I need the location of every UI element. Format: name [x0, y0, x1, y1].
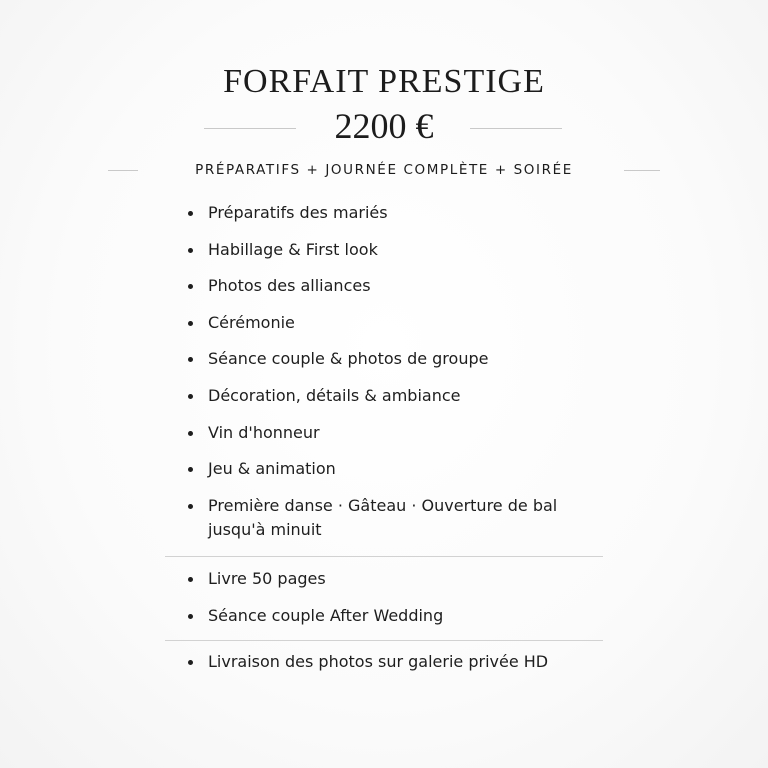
list-item [186, 238, 557, 262]
list-item-label: Cérémonie [208, 312, 295, 332]
list-item-label: Séance couple & photos de groupe [208, 349, 489, 369]
list-item-label: Livre 50 pages [208, 569, 326, 588]
package-price: 2200 € [334, 106, 434, 146]
list-item [186, 604, 443, 628]
list-item-label: Vin d'honneur [208, 422, 320, 442]
list-item [186, 421, 557, 445]
bullet-icon [188, 467, 193, 472]
services-list [186, 201, 557, 554]
bullet-icon [188, 248, 193, 253]
list-item [186, 650, 548, 674]
bullet-icon [188, 504, 193, 509]
list-item-label: Jeu & animation [208, 459, 336, 479]
list-item-label: Habillage & First look [208, 239, 378, 259]
bullet-icon [188, 357, 193, 362]
section-divider [165, 556, 603, 557]
price-row [0, 104, 768, 148]
list-item-label: Première danse · Gâteau · Ouverture de bal [208, 495, 558, 515]
list-item [186, 274, 557, 298]
bullet-icon [188, 394, 193, 399]
list-item-label: Photos des alliances [208, 276, 371, 296]
section-divider [165, 640, 603, 641]
list-item [186, 311, 557, 335]
list-item [186, 494, 557, 542]
bullet-icon [188, 431, 193, 436]
list-item [186, 201, 557, 225]
bullet-icon [188, 577, 193, 582]
list-item-label: Livraison des photos sur galerie privée HD [208, 652, 549, 671]
package-title: FORFAIT PRESTIGE [223, 63, 545, 100]
extras-list [186, 567, 443, 640]
list-item-label-continued: jusqu'à minuit [208, 519, 322, 539]
bullet-icon [188, 614, 193, 619]
list-item-label: Séance couple After Wedding [208, 605, 444, 625]
bullet-icon [188, 284, 193, 289]
bullet-icon [188, 660, 193, 665]
list-item-label: Décoration, détails & ambiance [208, 385, 461, 405]
list-item [186, 384, 557, 408]
bullet-icon [188, 321, 193, 326]
delivery-list [186, 650, 548, 674]
list-item [186, 567, 443, 591]
bullet-icon [188, 211, 193, 216]
list-item-label: Préparatifs des mariés [208, 203, 388, 222]
price-right-rule [470, 128, 562, 129]
list-item [186, 457, 557, 481]
list-item [186, 347, 557, 371]
package-subtitle: PRÉPARATIFS + JOURNÉE COMPLÈTE + SOIRÉE [195, 162, 573, 178]
subtitle-right-rule [624, 170, 660, 171]
